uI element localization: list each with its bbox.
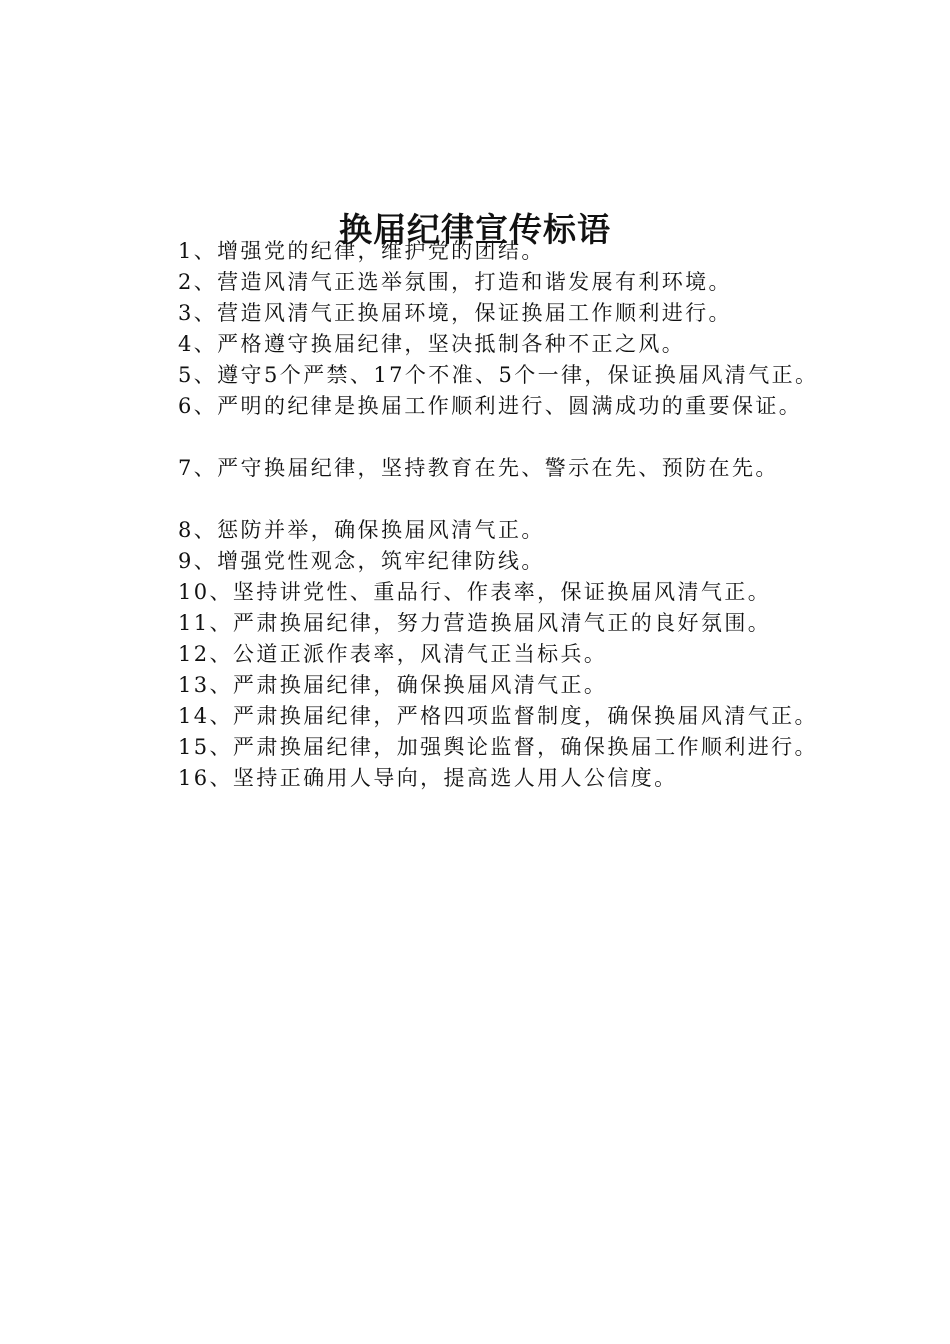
slogan-item: 9、增强党性观念，筑牢纪律防线。 — [178, 549, 545, 573]
slogan-item: 1、增强党的纪律，维护党的团结。 — [178, 239, 545, 263]
document-title: 换届纪律宣传标语 — [339, 210, 611, 250]
slogan-item: 3、营造风清气正换届环境，保证换届工作顺利进行。 — [178, 301, 732, 325]
slogan-item: 12、公道正派作表率，风清气正当标兵。 — [178, 642, 608, 666]
slogan-item: 2、营造风清气正选举氛围，打造和谐发展有利环境。 — [178, 270, 732, 294]
slogan-item: 5、遵守5个严禁、17个不准、5个一律，保证换届风清气正。 — [178, 363, 819, 387]
slogan-item: 15、严肃换届纪律，加强舆论监督，确保换届工作顺利进行。 — [178, 735, 818, 759]
slogan-item: 7、严守换届纪律，坚持教育在先、警示在先、预防在先。 — [178, 456, 779, 480]
slogan-item: 6、严明的纪律是换届工作顺利进行、圆满成功的重要保证。 — [178, 394, 803, 418]
slogan-item: 16、坚持正确用人导向，提高选人用人公信度。 — [178, 766, 678, 790]
slogan-list — [130, 236, 850, 794]
slogan-item: 14、严肃换届纪律，严格四项监督制度，确保换届风清气正。 — [178, 704, 818, 728]
slogan-item: 13、严肃换届纪律，确保换届风清气正。 — [178, 673, 608, 697]
slogan-item: 8、惩防并举，确保换届风清气正。 — [178, 518, 545, 542]
slogan-item: 11、严肃换届纪律，努力营造换届风清气正的良好氛围。 — [178, 611, 772, 635]
slogan-item: 4、严格遵守换届纪律，坚决抵制各种不正之风。 — [178, 332, 686, 356]
slogan-item: 10、坚持讲党性、重品行、作表率，保证换届风清气正。 — [178, 580, 772, 604]
